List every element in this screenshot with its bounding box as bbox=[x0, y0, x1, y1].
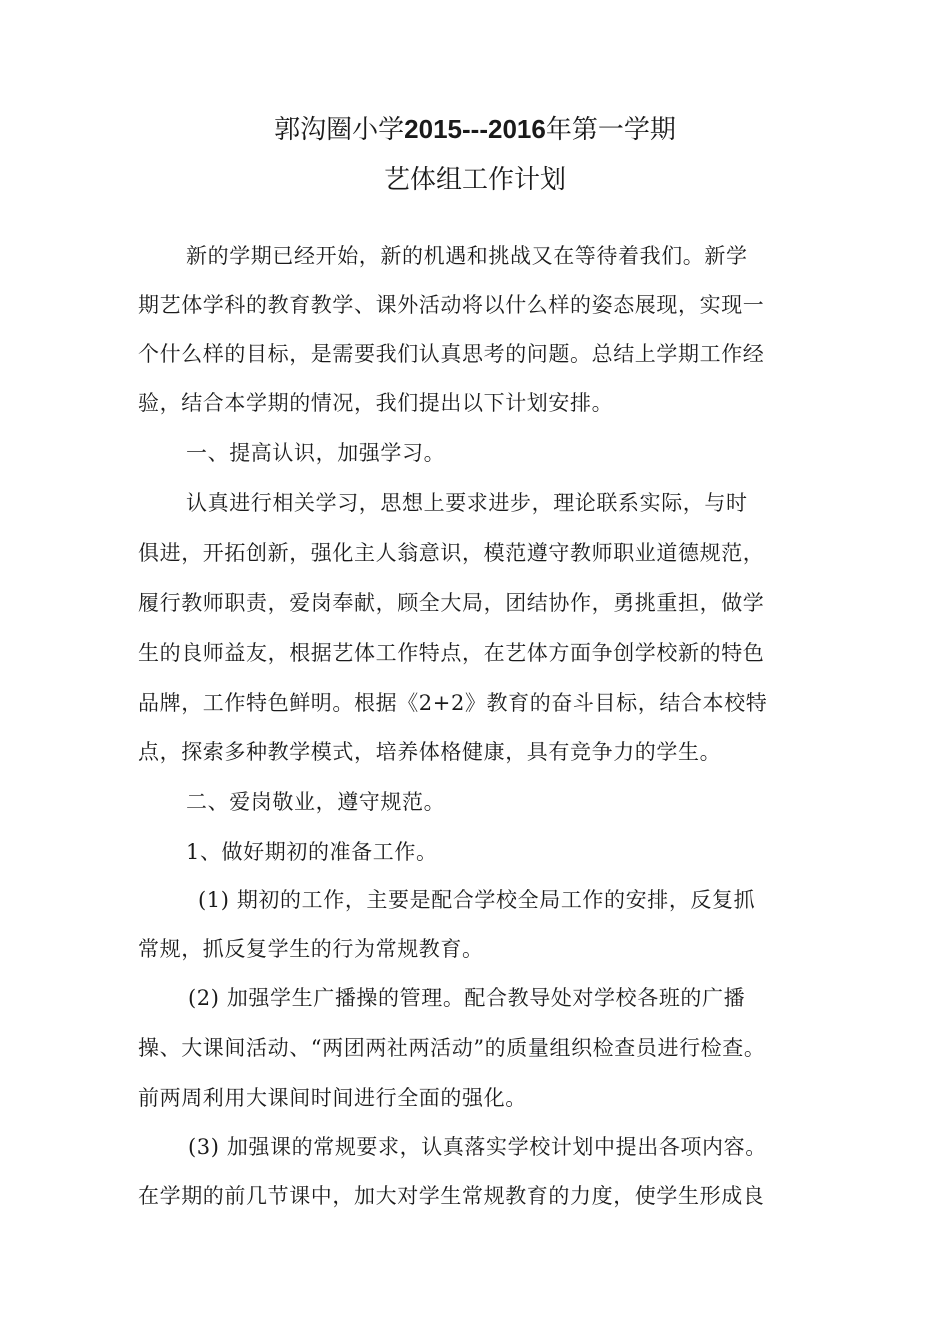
body-line: 验，结合本学期的情况，我们提出以下计划安排。 bbox=[138, 391, 614, 415]
body-line: 履行教师职责，爱岗奉献，顾全大局，团结协作，勇挑重担，做学 bbox=[138, 591, 765, 615]
body-line: (3) 加强课的常规要求，认真落实学校计划中提出各项内容。 bbox=[188, 1135, 767, 1159]
body-line: (2) 加强学生广播操的管理。配合教导处对学校各班的广播 bbox=[188, 986, 746, 1010]
body-line: 操、大课间活动、“两团两社两活动”的质量组织检查员进行检查。 bbox=[138, 1036, 766, 1060]
body-line: 个什么样的目标，是需要我们认真思考的问题。总结上学期工作经 bbox=[138, 342, 765, 366]
body-line: 点，探索多种教学模式，培养体格健康，具有竞争力的学生。 bbox=[138, 740, 722, 764]
body-line: (1) 期初的工作，主要是配合学校全局工作的安排，反复抓 bbox=[198, 888, 756, 912]
section-heading: 一、提高认识，加强学习。 bbox=[186, 441, 446, 465]
document-title-line1 bbox=[0, 114, 950, 145]
body-line: 期艺体学科的教育教学、课外活动将以什么样的姿态展现，实现一 bbox=[138, 293, 765, 317]
title-term: 年第一学期 bbox=[545, 115, 676, 145]
title-years: 2015---2016 bbox=[404, 114, 546, 144]
body-line: 前两周利用大课间时间进行全面的强化。 bbox=[138, 1086, 527, 1110]
document-title-line2: 艺体组工作计划 bbox=[383, 165, 566, 195]
body-line: 俱进，开拓创新，强化主人翁意识，模范遵守教师职业道德规范， bbox=[138, 541, 765, 565]
body-line: 生的良师益友，根据艺体工作特点，在艺体方面争创学校新的特色 bbox=[138, 641, 765, 665]
section-heading: 二、爱岗敬业，遵守规范。 bbox=[186, 790, 446, 814]
title-school: 郭沟圈小学 bbox=[274, 115, 405, 145]
body-line: 在学期的前几节课中，加大对学生常规教育的力度，使学生形成良 bbox=[138, 1184, 765, 1208]
body-line: 新的学期已经开始，新的机遇和挑战又在等待着我们。新学 bbox=[186, 244, 748, 268]
body-line: 常规，抓反复学生的行为常规教育。 bbox=[138, 937, 484, 961]
body-line: 品牌，工作特色鲜明。根据《2+2》教育的奋斗目标，结合本校特 bbox=[138, 691, 768, 715]
subsection-heading: 1、做好期初的准备工作。 bbox=[186, 840, 438, 864]
body-line: 认真进行相关学习，思想上要求进步，理论联系实际，与时 bbox=[186, 491, 748, 515]
